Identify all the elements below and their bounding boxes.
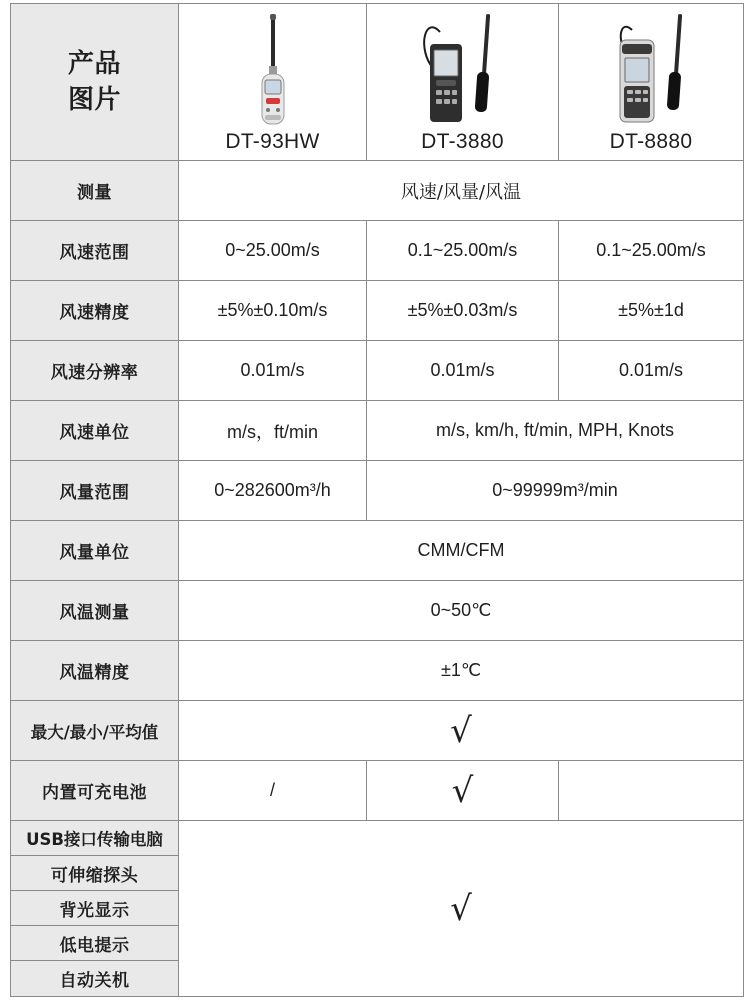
dt8880-image (606, 14, 696, 126)
row-speed-range (11, 221, 744, 281)
speed-resolution-dt8880: 0.01m/s (559, 341, 744, 401)
product-row (11, 4, 744, 161)
speed-range-dt93hw: 0~25.00m/s (179, 221, 367, 281)
spec-table (10, 3, 744, 997)
flow-range-dt3880-dt8880: 0~99999m³/min (367, 461, 744, 521)
speed-resolution-dt3880: 0.01m/s (367, 341, 559, 401)
label-temp-measure: 风温测量 (11, 581, 179, 641)
label-auto-off: 自动关机 (11, 961, 179, 997)
value-max-min-avg: √ (179, 701, 744, 761)
row-speed-accuracy (11, 281, 744, 341)
product-dt93hw (179, 4, 367, 161)
speed-range-dt8880: 0.1~25.00m/s (559, 221, 744, 281)
speed-accuracy-dt93hw: ±5%±0.10m/s (179, 281, 367, 341)
speed-unit-dt93hw: m/s，ft/min (179, 401, 367, 461)
speed-unit-dt3880-dt8880: m/s, km/h, ft/min, MPH, Knots (367, 401, 744, 461)
label-battery: 内置可充电池 (11, 761, 179, 821)
header-title-line1: 产品 (67, 49, 121, 79)
product-image-header (11, 4, 179, 161)
label-telescopic: 可伸缩探头 (11, 856, 179, 891)
row-temp-accuracy (11, 641, 744, 701)
row-usb (11, 821, 744, 856)
label-temp-accuracy: 风温精度 (11, 641, 179, 701)
label-flow-unit: 风量单位 (11, 521, 179, 581)
model-dt8880: DT-8880 (609, 130, 693, 153)
header-title-line2: 图片 (67, 85, 121, 115)
flow-range-dt93hw: 0~282600m³/h (179, 461, 367, 521)
speed-accuracy-dt3880: ±5%±0.03m/s (367, 281, 559, 341)
product-dt3880 (367, 4, 559, 161)
row-speed-resolution (11, 341, 744, 401)
value-flow-unit: CMM/CFM (179, 521, 744, 581)
value-temp-measure: 0~50℃ (179, 581, 744, 641)
row-max-min-avg (11, 701, 744, 761)
label-speed-accuracy: 风速精度 (11, 281, 179, 341)
dt93hw-image (248, 14, 298, 126)
row-battery (11, 761, 744, 821)
product-dt8880 (559, 4, 744, 161)
label-usb: USB接口传输电脑 (11, 821, 179, 856)
row-speed-unit (11, 401, 744, 461)
model-dt93hw: DT-93HW (225, 130, 320, 153)
row-flow-range (11, 461, 744, 521)
dt3880-image (418, 14, 508, 126)
row-temp-measure (11, 581, 744, 641)
value-measure: 风速/风量/风温 (179, 161, 744, 221)
value-temp-accuracy: ±1℃ (179, 641, 744, 701)
speed-resolution-dt93hw: 0.01m/s (179, 341, 367, 401)
row-flow-unit (11, 521, 744, 581)
row-measure (11, 161, 744, 221)
battery-dt93hw: / (179, 761, 367, 821)
label-speed-range: 风速范围 (11, 221, 179, 281)
model-dt3880: DT-3880 (421, 130, 504, 153)
label-measure: 测量 (11, 161, 179, 221)
label-max-min-avg: 最大/最小/平均值 (11, 701, 179, 761)
battery-dt3880: √ (367, 761, 559, 821)
speed-range-dt3880: 0.1~25.00m/s (367, 221, 559, 281)
label-speed-resolution: 风速分辨率 (11, 341, 179, 401)
label-speed-unit: 风速单位 (11, 401, 179, 461)
label-backlight: 背光显示 (11, 891, 179, 926)
label-flow-range: 风量范围 (11, 461, 179, 521)
speed-accuracy-dt8880: ±5%±1d (559, 281, 744, 341)
label-low-battery: 低电提示 (11, 926, 179, 961)
battery-dt8880 (559, 761, 744, 821)
value-features: √ (179, 821, 744, 997)
